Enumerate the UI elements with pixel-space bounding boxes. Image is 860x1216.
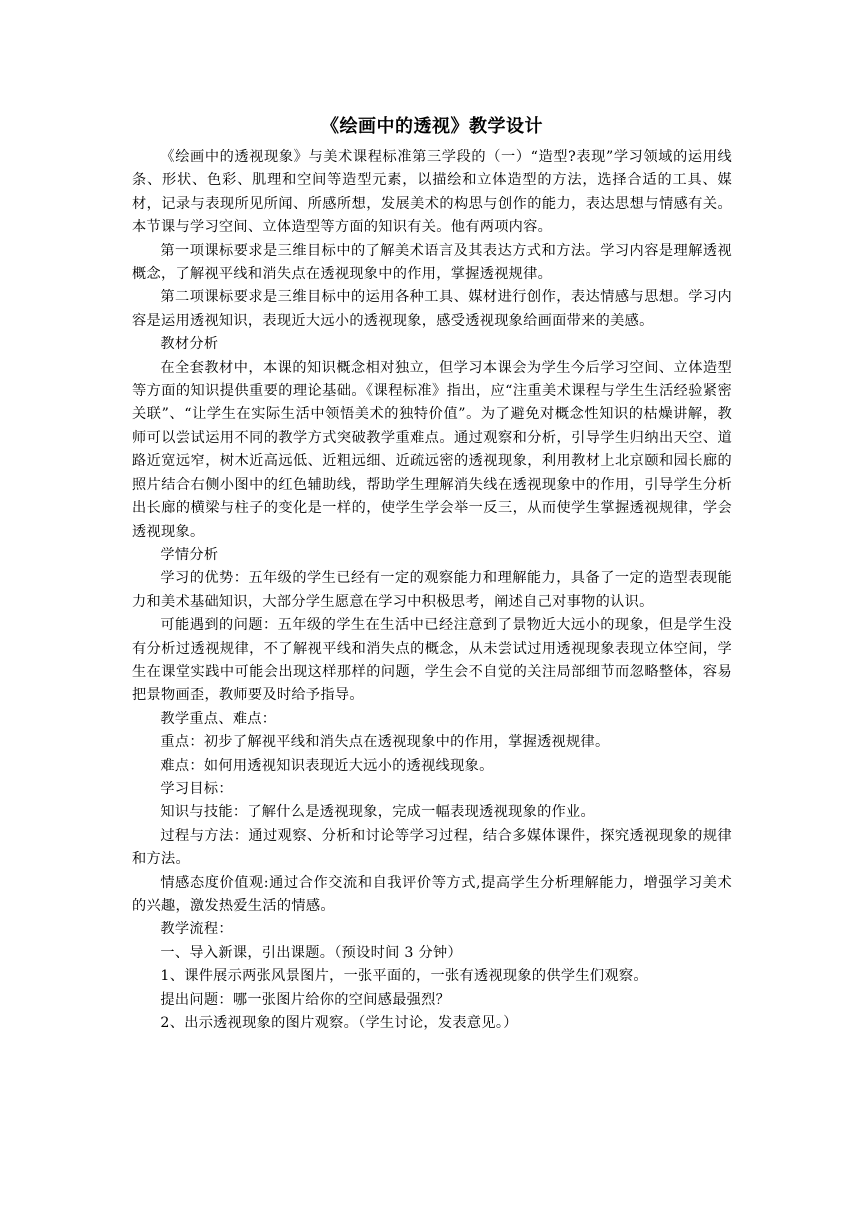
paragraph-requirement-one: 第一项课标要求是三维目标中的了解美术语言及其表达方式和方法。学习内容是理解透视概念，了解视平线和消失点在透视现象中的作用，掌握透视规律。 [132,242,732,283]
paragraph-problems: 可能遇到的问题：五年级的学生在生活中已经注意到了景物近大远小的现象，但是学生没有分析过透视规律，不了解视平线和消失点的概念，从未尝试过用透视现象表现立体空间，学生在课堂实践中可能会出现这样那样的问题，学生会不自觉的关注局部细节而忽略整体，容易把景物画歪，教师要及时给予指导。 [132,617,732,704]
heading-textbook-analysis: 教材分析 [160,336,219,353]
paragraph-step-one-item-two: 2、出示透视现象的图片观察。（学生讨论，发表意见。） [160,1015,518,1032]
document-page [132,112,732,1035]
heading-key-points: 教学重点、难点： [160,710,277,727]
document-body [132,146,732,1035]
paragraph-step-one-item-one: 1、课件展示两张风景图片，一张平面的，一张有透视现象的供学生们观察。 [160,968,648,985]
paragraph-intro: 《绘画中的透视现象》与美术课程标准第三学段的（一）“造型?表现”学习领域的运用线条、形状、色彩、肌理和空间等造型元素，以描绘和立体造型的方法，选择合适的工具、媒材，记录与表现所见所闻、所感所想，发展美术的构思与创作的能力，表达思想与情感有关。本节课与学习空间、立体造型等方面的知识有关。他有两项内容。 [132,149,732,236]
heading-student-analysis: 学情分析 [160,546,219,563]
heading-learning-goals: 学习目标： [160,780,233,797]
paragraph-difficulty: 难点：如何用透视知识表现近大远小的透视线现象。 [160,757,494,774]
heading-teaching-process: 教学流程： [160,921,233,938]
paragraph-process-methods: 过程与方法：通过观察、分析和讨论等学习过程，结合多媒体课件，探究透视现象的规律和方法。 [132,827,732,868]
paragraph-question: 提出问题：哪一张图片给你的空间感最强烈？ [160,991,451,1008]
paragraph-knowledge-skills: 知识与技能：了解什么是透视现象，完成一幅表现透视现象的作业。 [160,804,596,821]
paragraph-step-one: 一、导入新课，引出课题。（预设时间 3 分钟） [160,944,462,961]
document-title: 《绘画中的透视》教学设计 [321,116,543,137]
paragraph-advantages: 学习的优势：五年级的学生已经有一定的观察能力和理解能力，具备了一定的造型表现能力和美术基础知识，大部分学生愿意在学习中积极思考，阐述自己对事物的认识。 [132,570,732,610]
paragraph-textbook-analysis: 在全套教材中，本课的知识概念相对独立，但学习本课会为学生今后学习空间、立体造型等方面的知识提供重要的理论基础。《课程标准》指出，应“注重美术课程与学生生活经验紧密关联”、“让学生在实际生活中领悟美术的独特价值”。为了避免对概念性知识的枯燥讲解，教师可以尝试运用不同的教学方式突破教学重难点。通过观察和分析，引导学生归纳出天空、道路近宽远窄，树木近高远低、近粗远细、近疏远密的透视现象，利用教材上北京颐和园长廊的照片结合右侧小图中的红色辅助线，帮助学生理解消失线在透视现象中的作用，引导学生分析出长廊的横梁与柱子的变化是一样的，使学生学会举一反三，从而使学生掌握透视规律，学会透视现象。 [132,359,732,540]
paragraph-emotions-values: 情感态度价值观:通过合作交流和自我评价等方式,提高学生分析理解能力，增强学习美术的兴趣，激发热爱生活的情感。 [132,874,732,914]
paragraph-key-point: 重点：初步了解视平线和消失点在透视现象中的作用，掌握透视规律。 [160,734,610,751]
paragraph-requirement-two: 第二项课标要求是三维目标中的运用各种工具、媒材进行创作，表达情感与思想。学习内容是运用透视知识，表现近大远小的透视现象，感受透视现象给画面带来的美感。 [132,289,732,329]
